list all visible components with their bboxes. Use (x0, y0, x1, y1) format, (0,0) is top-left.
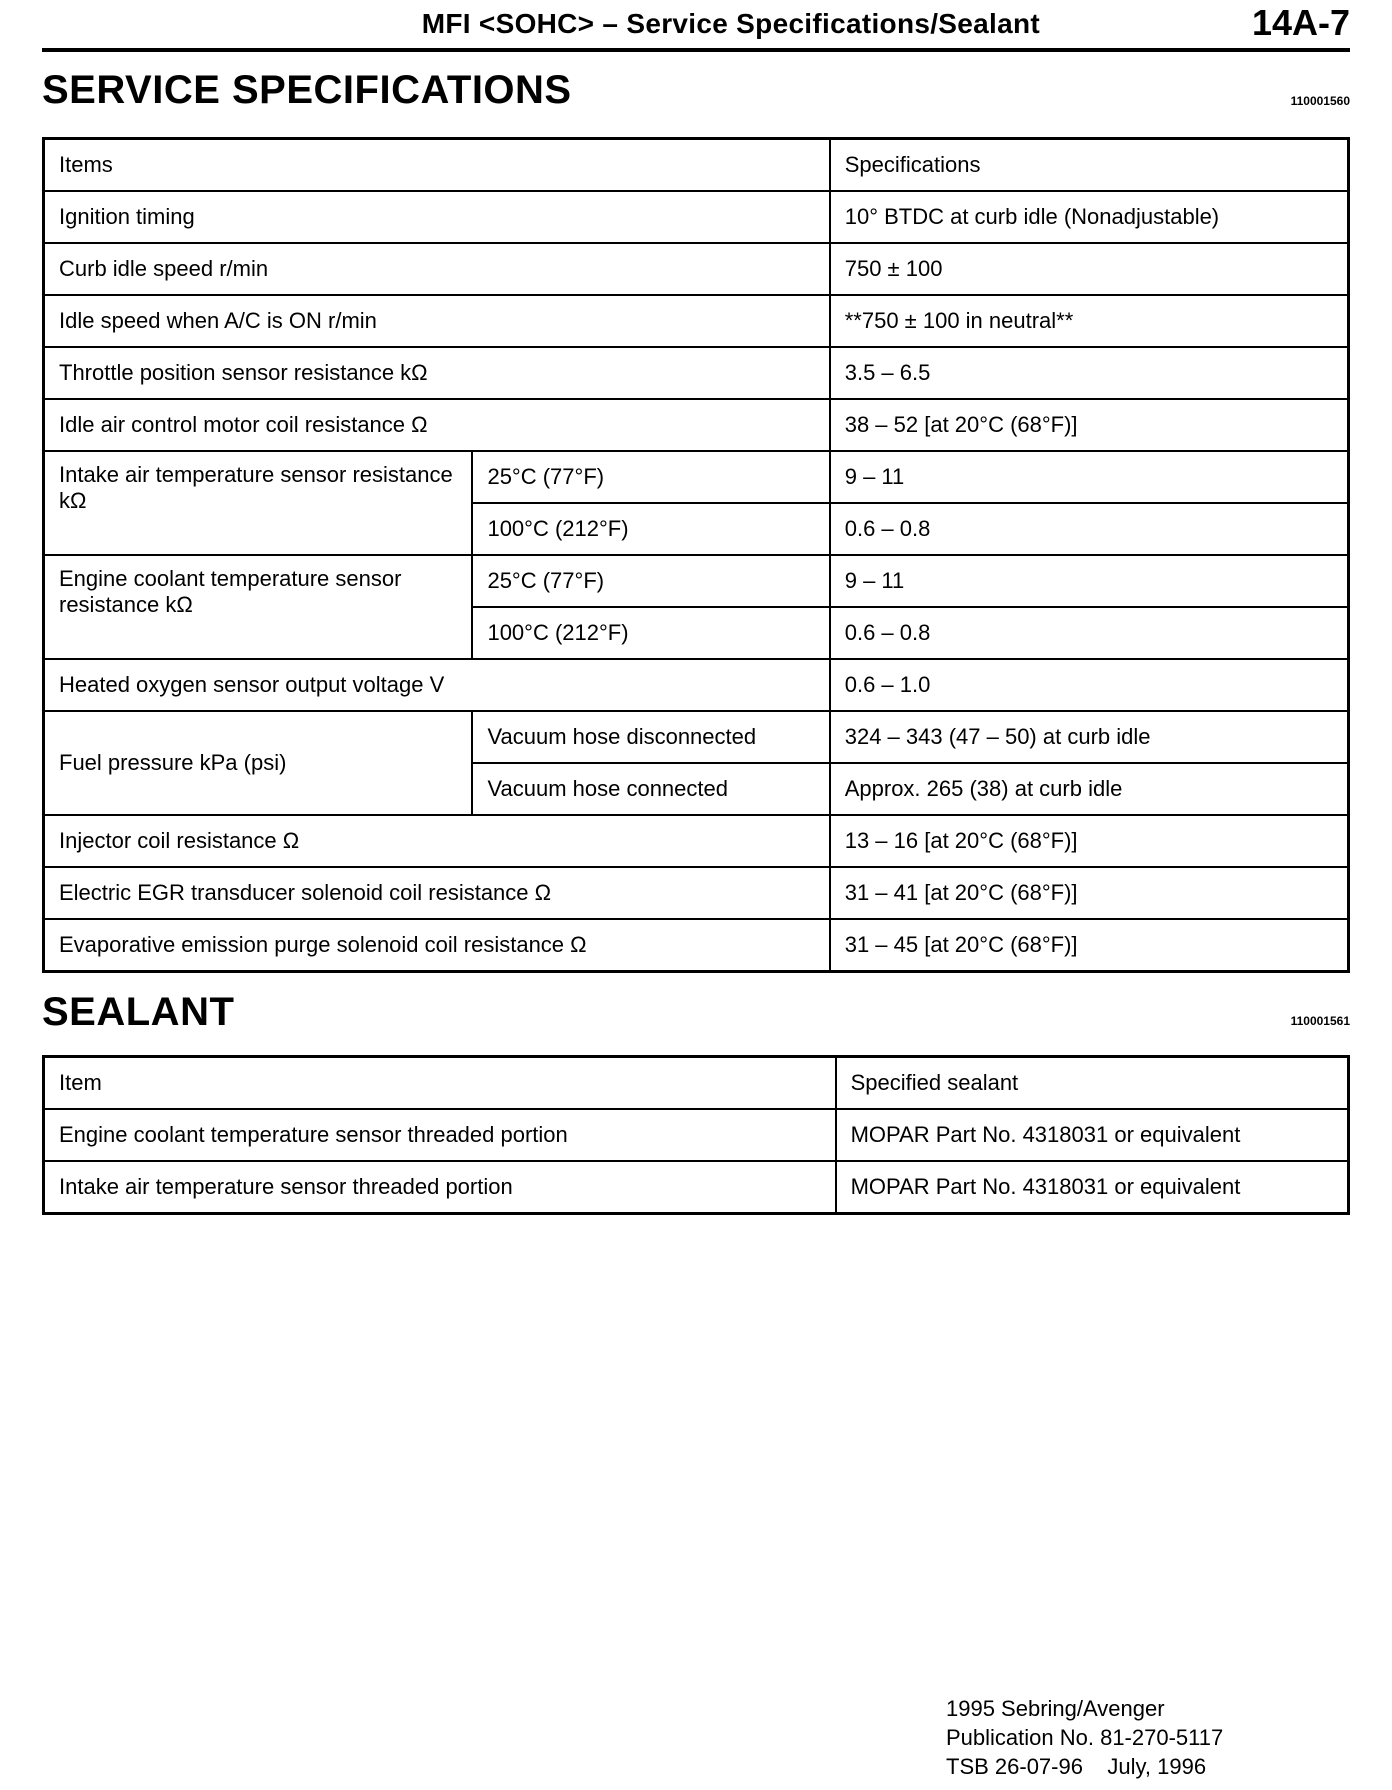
row-item: Injector coil resistance Ω (44, 815, 830, 867)
table-row (44, 191, 1349, 243)
row-sealant: MOPAR Part No. 4318031 or equivalent (836, 1161, 1349, 1214)
table-row (44, 919, 1349, 972)
row-spec: 0.6 – 1.0 (830, 659, 1349, 711)
row-spec: 9 – 11 (830, 555, 1349, 607)
row-spec: 9 – 11 (830, 451, 1349, 503)
page-number: 14A-7 (1251, 2, 1350, 43)
row-spec: Approx. 265 (38) at curb idle (830, 763, 1349, 815)
table-row (44, 659, 1349, 711)
column-header-specifications: Specifications (830, 139, 1349, 192)
row-spec: 324 – 343 (47 – 50) at curb idle (830, 711, 1349, 763)
table-row (44, 243, 1349, 295)
row-condition: Vacuum hose disconnected (472, 711, 829, 763)
table-row (44, 1161, 1349, 1214)
row-item: Idle air control motor coil resistance Ω (44, 399, 830, 451)
column-header-specified-sealant: Specified sealant (836, 1057, 1349, 1110)
sealant-heading: SEALANT (42, 990, 235, 1034)
publication-footer (946, 1694, 1223, 1781)
row-item: Intake air temperature sensor threaded portion (44, 1161, 836, 1214)
footer-publication-number: Publication No. 81-270-5117 (946, 1725, 1224, 1750)
service-specifications-code: 110001560 (1290, 94, 1350, 108)
row-item: Engine coolant temperature sensor threaded portion (44, 1109, 836, 1161)
row-item: Electric EGR transducer solenoid coil resistance Ω (44, 867, 830, 919)
column-header-items: Items (44, 139, 830, 192)
table-row (44, 815, 1349, 867)
footer-model: 1995 Sebring/Avenger (946, 1696, 1165, 1721)
row-item: Curb idle speed r/min (44, 243, 830, 295)
row-spec: 31 – 41 [at 20°C (68°F)] (830, 867, 1349, 919)
row-condition: 25°C (77°F) (472, 451, 829, 503)
row-item: Throttle position sensor resistance kΩ (44, 347, 830, 399)
row-sealant: MOPAR Part No. 4318031 or equivalent (836, 1109, 1349, 1161)
row-item: Evaporative emission purge solenoid coil resistance Ω (44, 919, 830, 972)
table-row (44, 867, 1349, 919)
row-condition: 25°C (77°F) (472, 555, 829, 607)
row-spec: 750 ± 100 (830, 243, 1349, 295)
row-spec: 38 – 52 [at 20°C (68°F)] (830, 399, 1349, 451)
table-row (44, 399, 1349, 451)
table-header-row (44, 1057, 1349, 1110)
row-spec: 0.6 – 0.8 (830, 503, 1349, 555)
row-spec: 13 – 16 [at 20°C (68°F)] (830, 815, 1349, 867)
row-spec: **750 ± 100 in neutral** (830, 295, 1349, 347)
row-condition: Vacuum hose connected (472, 763, 829, 815)
row-item: Idle speed when A/C is ON r/min (44, 295, 830, 347)
sealant-code: 110001561 (1290, 1014, 1350, 1028)
table-row (44, 1109, 1349, 1161)
row-item: Ignition timing (44, 191, 830, 243)
table-row (44, 451, 1349, 503)
row-spec: 10° BTDC at curb idle (Nonadjustable) (830, 191, 1349, 243)
row-item-intake-air: Intake air temperature sensor resistance kΩ (44, 451, 473, 555)
service-specifications-heading: SERVICE SPECIFICATIONS (42, 68, 572, 112)
row-condition: 100°C (212°F) (472, 607, 829, 659)
sealant-table (42, 1055, 1350, 1215)
service-specifications-table (42, 137, 1350, 973)
row-spec: 0.6 – 0.8 (830, 607, 1349, 659)
header-title: MFI <SOHC> – Service Specifications/Sealant (421, 8, 1040, 39)
table-header-row (44, 139, 1349, 192)
table-row (44, 295, 1349, 347)
row-item: Heated oxygen sensor output voltage V (44, 659, 830, 711)
footer-tsb: TSB 26-07-96 July, 1996 (946, 1754, 1207, 1779)
column-header-item: Item (44, 1057, 836, 1110)
table-row (44, 555, 1349, 607)
row-item-fuel-pressure: Fuel pressure kPa (psi) (44, 711, 473, 815)
row-condition: 100°C (212°F) (472, 503, 829, 555)
table-row (44, 711, 1349, 763)
page-header (42, 0, 1350, 52)
row-spec: 3.5 – 6.5 (830, 347, 1349, 399)
table-row (44, 347, 1349, 399)
row-item-coolant: Engine coolant temperature sensor resistance kΩ (44, 555, 473, 659)
row-spec: 31 – 45 [at 20°C (68°F)] (830, 919, 1349, 972)
